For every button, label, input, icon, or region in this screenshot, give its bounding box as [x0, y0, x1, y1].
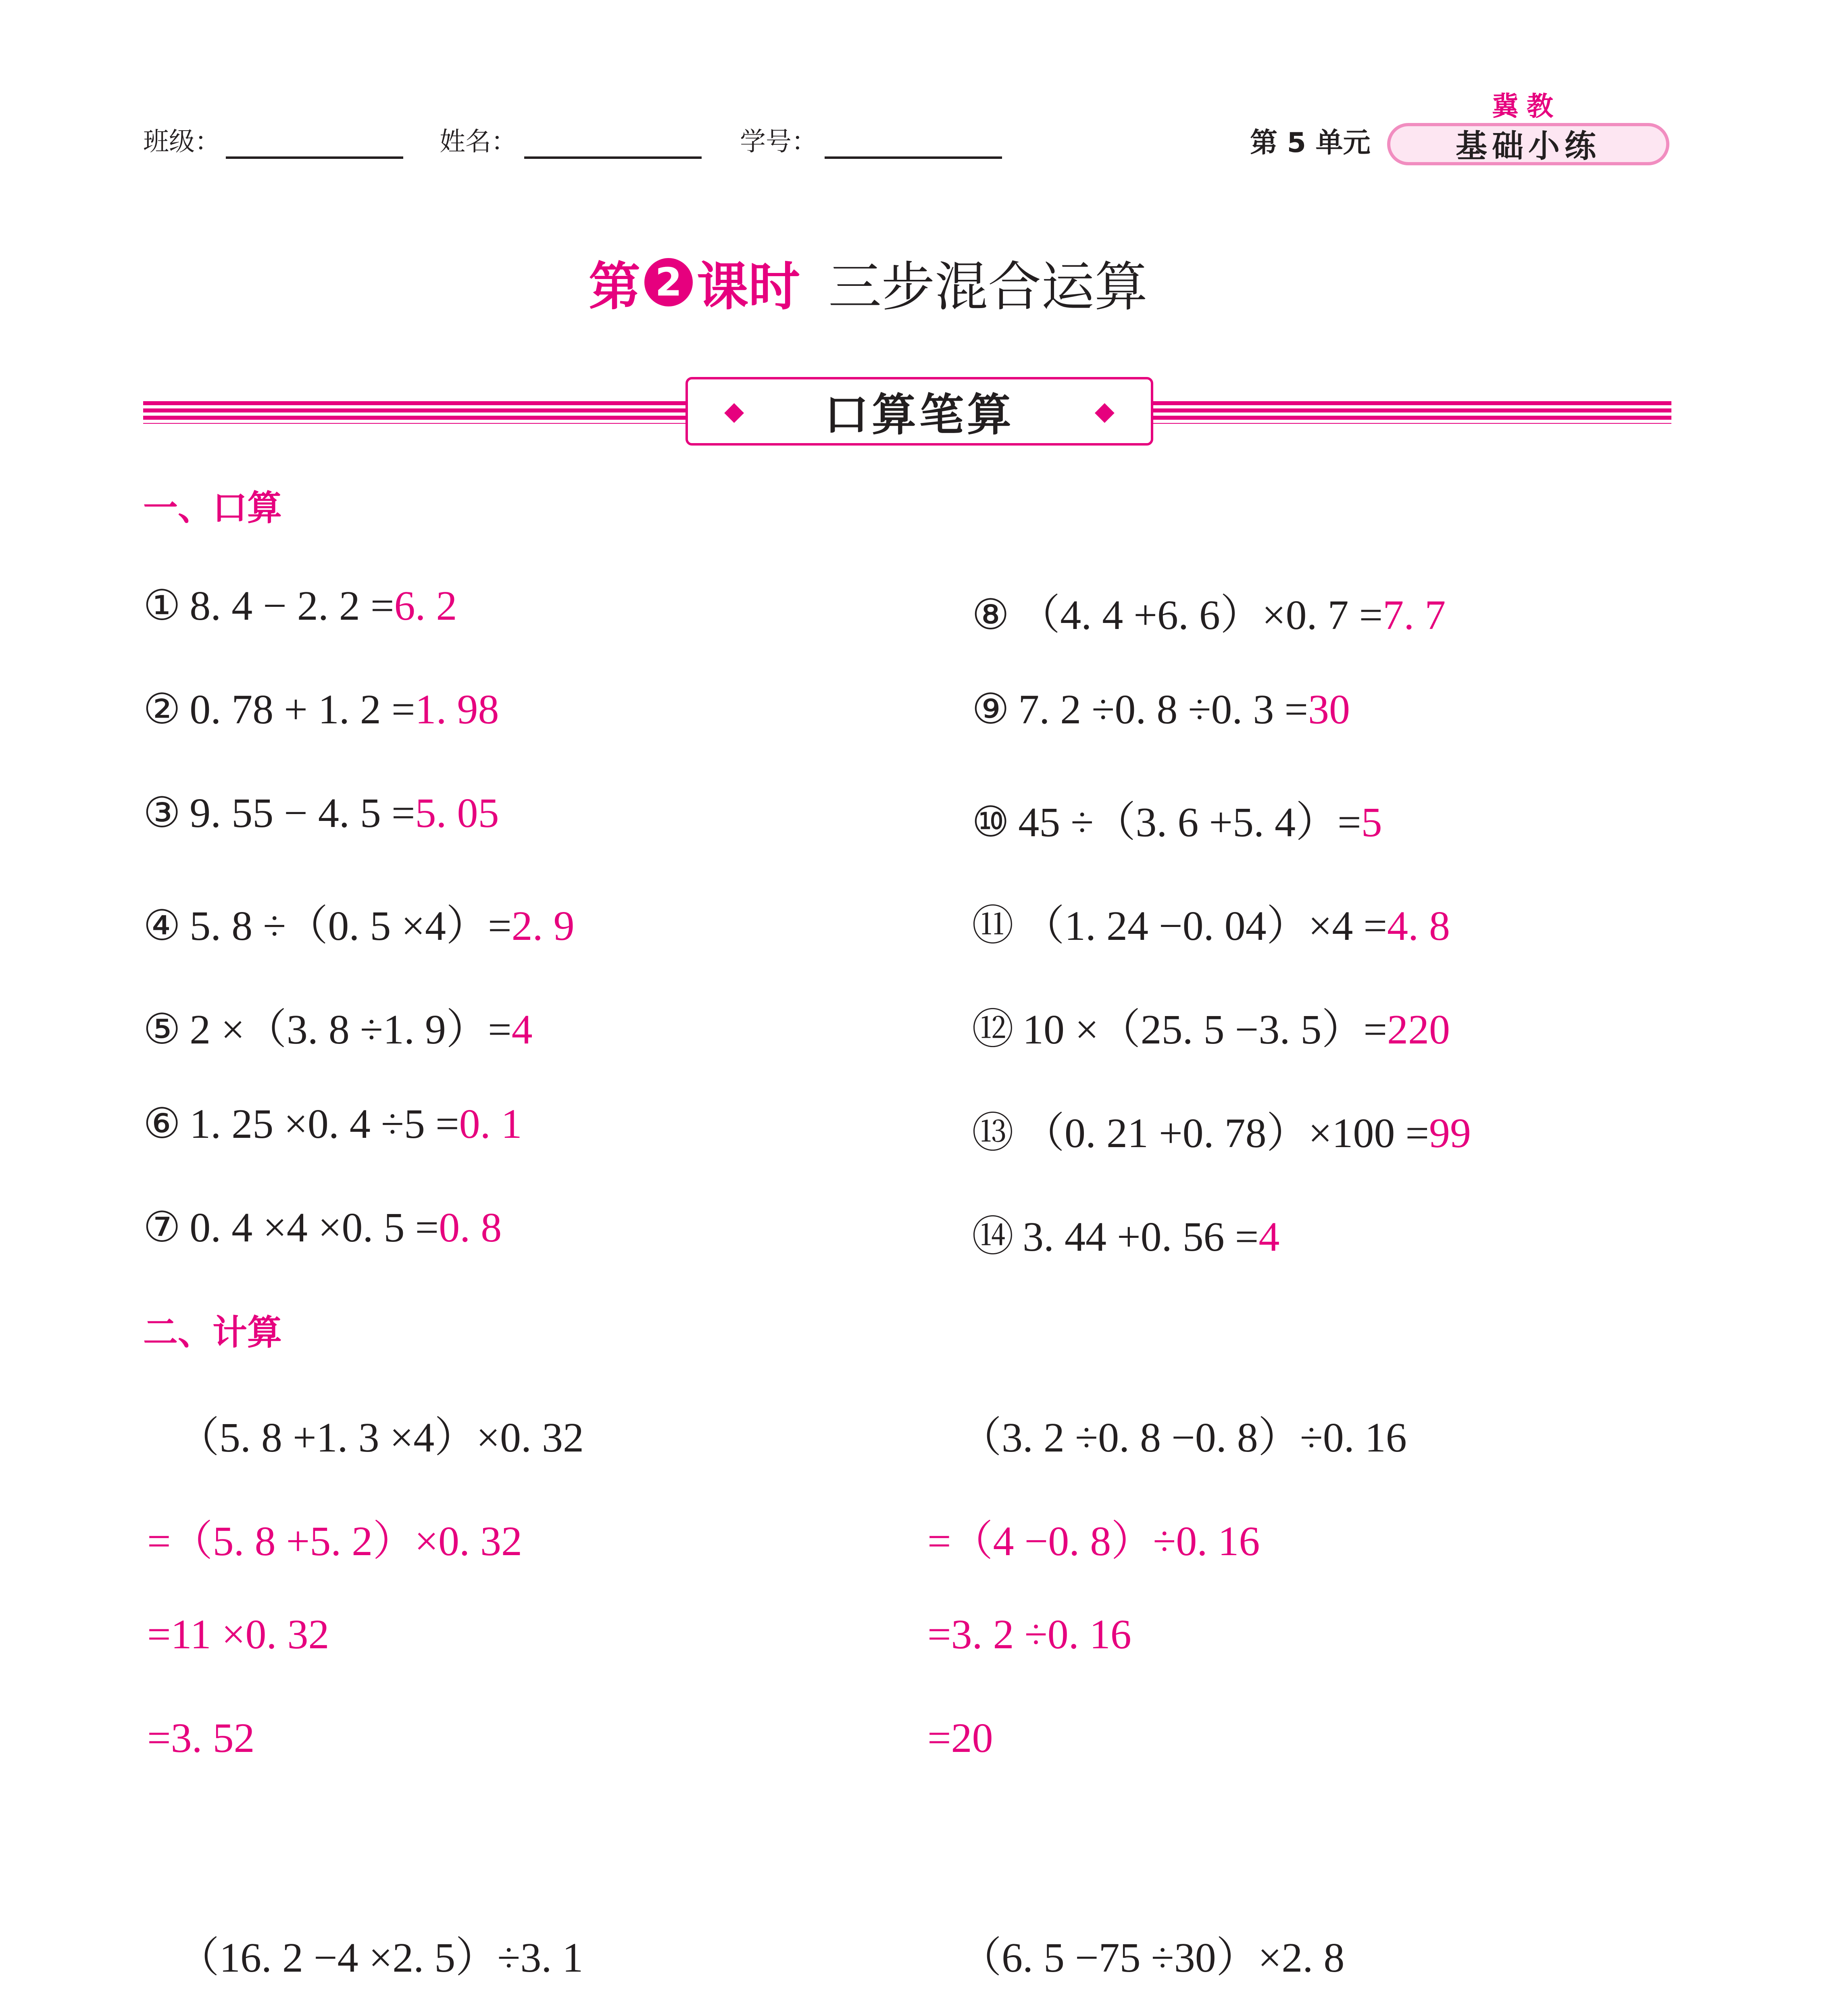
brand-edition: 冀教: [1492, 91, 1561, 122]
calc-step: =（4 −0. 8）÷0. 16: [927, 1518, 1260, 1564]
section-header: [685, 377, 1153, 446]
oral-item: ④ 5. 8 ÷（0. 5 ×4）=2. 9: [143, 903, 575, 949]
oral-item: ⑦ 0. 4 ×4 ×0. 5 =0. 8: [143, 1204, 502, 1251]
unit-label: 第 5 单元: [1250, 127, 1371, 159]
oral-item: ② 0. 78 + 1. 2 =1. 98: [143, 686, 499, 733]
calc-problem: （3. 2 ÷0. 8 −0. 8）÷0. 16: [960, 1414, 1407, 1461]
calc-step: =3. 2 ÷0. 16: [927, 1611, 1131, 1658]
oral-item: ⑩ 45 ÷（3. 6 +5. 4）=5: [972, 799, 1382, 846]
name-blank[interactable]: [524, 128, 702, 159]
part-oral-title: 一、口算: [143, 488, 282, 528]
title-suffix: 课时: [697, 257, 800, 317]
oral-item: ⑬ （0. 21 +0. 78）×100 =99: [972, 1110, 1471, 1156]
brand-name: 基础小练: [1455, 128, 1601, 165]
oral-item: ① 8. 4 − 2. 2 =6. 2: [143, 583, 457, 629]
diamond-icon: ◆: [1094, 397, 1115, 425]
oral-item: ⑪ （1. 24 −0. 04）×4 =4. 8: [972, 903, 1450, 949]
oral-item: ⑧ （4. 4 +6. 6）×0. 7 =7. 7: [972, 592, 1446, 638]
calc-problem: （5. 8 +1. 3 ×4）×0. 32: [177, 1414, 584, 1461]
id-label: 学号：: [740, 127, 817, 156]
class-blank[interactable]: [226, 128, 403, 159]
calc-problem: （16. 2 −4 ×2. 5）÷3. 1: [177, 1935, 583, 1981]
calc-problem: （6. 5 −75 ÷30）×2. 8: [960, 1935, 1345, 1981]
part-calc-title: 二、计算: [143, 1312, 282, 1353]
oral-item: ⑫ 10 ×（25. 5 −3. 5）=220: [972, 1006, 1450, 1053]
lesson-title: [589, 242, 1148, 323]
class-label: 班级：: [143, 127, 221, 156]
lesson-number-badge: 2: [644, 258, 693, 306]
oral-item: ⑤ 2 ×（3. 8 ÷1. 9）=4: [143, 1006, 533, 1053]
calc-step: =20: [927, 1715, 993, 1761]
oral-item: ⑥ 1. 25 ×0. 4 ÷5 =0. 1: [143, 1101, 522, 1147]
lesson-subtitle: 三步混合运算: [828, 256, 1148, 318]
oral-item: ③ 9. 55 − 4. 5 =5. 05: [143, 790, 499, 836]
name-label: 姓名：: [440, 127, 517, 156]
id-blank[interactable]: [825, 128, 1002, 159]
calc-step: =（5. 8 +5. 2）×0. 32: [147, 1518, 522, 1564]
title-prefix: 第: [589, 257, 641, 317]
oral-item: ⑭ 3. 44 +0. 56 =4: [972, 1214, 1280, 1260]
calc-step: =3. 52: [147, 1715, 255, 1761]
oral-item: ⑨ 7. 2 ÷0. 8 ÷0. 3 =30: [972, 686, 1350, 733]
diamond-icon: ◆: [724, 397, 744, 425]
section-label: 口算笔算: [824, 389, 1015, 441]
calc-step: =11 ×0. 32: [147, 1611, 329, 1658]
